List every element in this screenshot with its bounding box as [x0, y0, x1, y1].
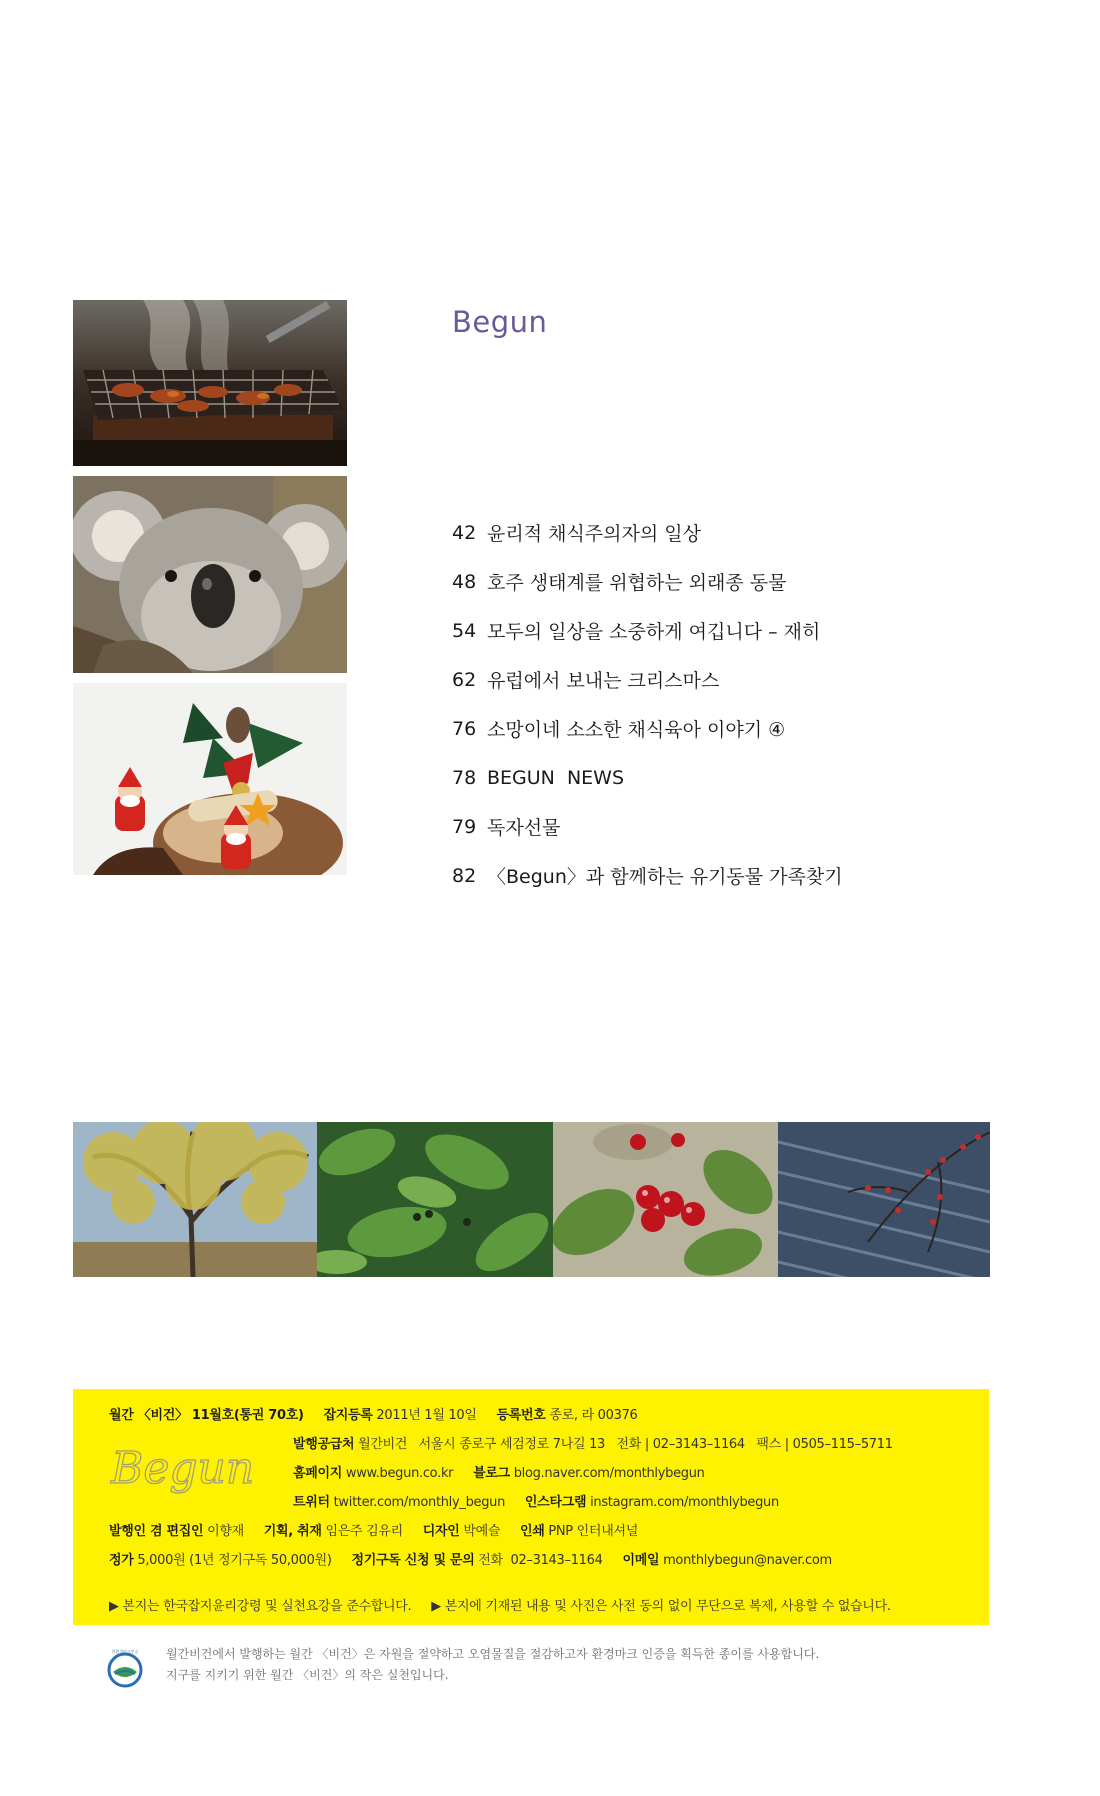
publisher-supply-label: 발행공급처: [293, 1437, 355, 1452]
table-of-contents: [452, 508, 843, 900]
homepage-label: 홈페이지: [293, 1466, 343, 1481]
eco-line-1: 월간비건에서 발행하는 월간 〈비건〉은 자원을 절약하고 오염물질을 절감하고자 환경마크 인증을 획득한 종이를 사용합니다.: [166, 1647, 820, 1661]
publisher-supply-value: 월간비건 서울시 종로구 세검정로 7나길 13 전화 | 02–3143–1164 팩스 | 0505–115–5711: [358, 1437, 893, 1452]
eco-badge-text: 친환경마크인증: [111, 1649, 139, 1654]
notice-copyright: ▶ 본지에 기재된 내용 및 사진은 사전 동의 없이 무단으로 복제, 사용할 수 없습니다.: [431, 1599, 891, 1614]
price-value: 5,000원 (1년 정기구독 50,000원): [137, 1553, 332, 1568]
toc-title: 모두의 일상을 소중하게 여깁니다 – 재히: [487, 621, 821, 643]
publisher-value: 이향재: [207, 1524, 244, 1539]
twitter-link[interactable]: twitter.com/monthly_begun: [333, 1495, 506, 1510]
email-label: 이메일: [622, 1553, 660, 1568]
toc-title: 호주 생태계를 위협하는 외래종 동물: [487, 572, 787, 594]
issue-label: 월간 〈비건〉 11월호(통권 70호): [109, 1408, 304, 1423]
notice-ethics: ▶ 본지는 한국잡지윤리강령 및 실천요강을 준수합니다.: [109, 1599, 412, 1614]
print-label: 인쇄: [519, 1524, 545, 1539]
imprint-box: [73, 1389, 989, 1625]
tree-photo: [73, 1122, 317, 1277]
reg-label: 잡지등록: [323, 1408, 373, 1423]
toc-page: 79: [452, 815, 477, 838]
planning-value: 임은주 김유리: [325, 1524, 403, 1539]
koala-photo: [73, 476, 347, 673]
christmas-cake-photo: [73, 683, 347, 875]
berries-photo: [553, 1122, 778, 1277]
toc-item[interactable]: [452, 655, 843, 704]
blog-link[interactable]: blog.naver.com/monthlybegun: [513, 1466, 705, 1481]
email-link[interactable]: monthlybegun@naver.com: [663, 1553, 832, 1568]
eco-statement: [166, 1644, 819, 1686]
toc-title: BEGUN NEWS: [487, 766, 625, 789]
svg-text:Begun: Begun: [111, 1443, 255, 1494]
toc-item[interactable]: [452, 851, 843, 900]
toc-title: 〈Begun〉과 함께하는 유기동물 가족찾기: [487, 866, 843, 888]
planning-label: 기획, 취재: [263, 1524, 322, 1539]
print-value: PNP 인터내셔널: [548, 1524, 638, 1539]
regno-label: 등록번호: [496, 1408, 546, 1423]
publisher-label: 발행인 겸 편집인: [109, 1524, 204, 1539]
toc-page: 76: [452, 717, 477, 740]
leaves-photo: [317, 1122, 553, 1277]
toc-title: 독자선물: [487, 817, 561, 839]
winter-branch-photo: [778, 1122, 990, 1277]
twitter-label: 트위터: [293, 1495, 330, 1510]
toc-item[interactable]: [452, 508, 843, 557]
regno-value: 종로, 라 00376: [549, 1408, 638, 1423]
brand-title: Begun: [452, 305, 548, 339]
design-value: 박예슬: [463, 1524, 501, 1539]
toc-title: 유럽에서 보내는 크리스마스: [487, 670, 720, 692]
toc-page: 78: [452, 766, 477, 789]
environment-mark-icon: [105, 1648, 145, 1688]
toc-item[interactable]: [452, 802, 843, 851]
toc-item[interactable]: [452, 557, 843, 606]
toc-item[interactable]: [452, 753, 843, 802]
instagram-label: 인스타그램: [524, 1495, 587, 1510]
toc-title: 소망이네 소소한 채식육아 이야기 ④: [487, 719, 786, 741]
toc-page: 42: [452, 521, 477, 544]
eco-line-2: 지구를 지키기 위한 월간 〈비건〉의 작은 실천입니다.: [166, 1668, 449, 1682]
reg-value: 2011년 1월 10일: [376, 1408, 477, 1423]
subscription-label: 정기구독 신청 및 문의: [351, 1553, 475, 1568]
bbq-grill-photo: [73, 300, 347, 466]
toc-page: 82: [452, 864, 477, 887]
homepage-link[interactable]: www.begun.co.kr: [345, 1466, 454, 1481]
toc-title: 윤리적 채식주의자의 일상: [487, 523, 701, 545]
price-label: 정가: [109, 1553, 134, 1568]
instagram-link[interactable]: instagram.com/monthlybegun: [590, 1495, 779, 1510]
design-label: 디자인: [422, 1524, 460, 1539]
toc-item[interactable]: [452, 704, 843, 753]
blog-label: 블로그: [473, 1466, 510, 1481]
toc-page: 62: [452, 668, 477, 691]
toc-page: 48: [452, 570, 477, 593]
toc-page: 54: [452, 619, 477, 642]
begun-script-logo: [109, 1441, 269, 1511]
toc-item[interactable]: [452, 606, 843, 655]
subscription-phone: 전화 02–3143–1164: [478, 1553, 603, 1568]
